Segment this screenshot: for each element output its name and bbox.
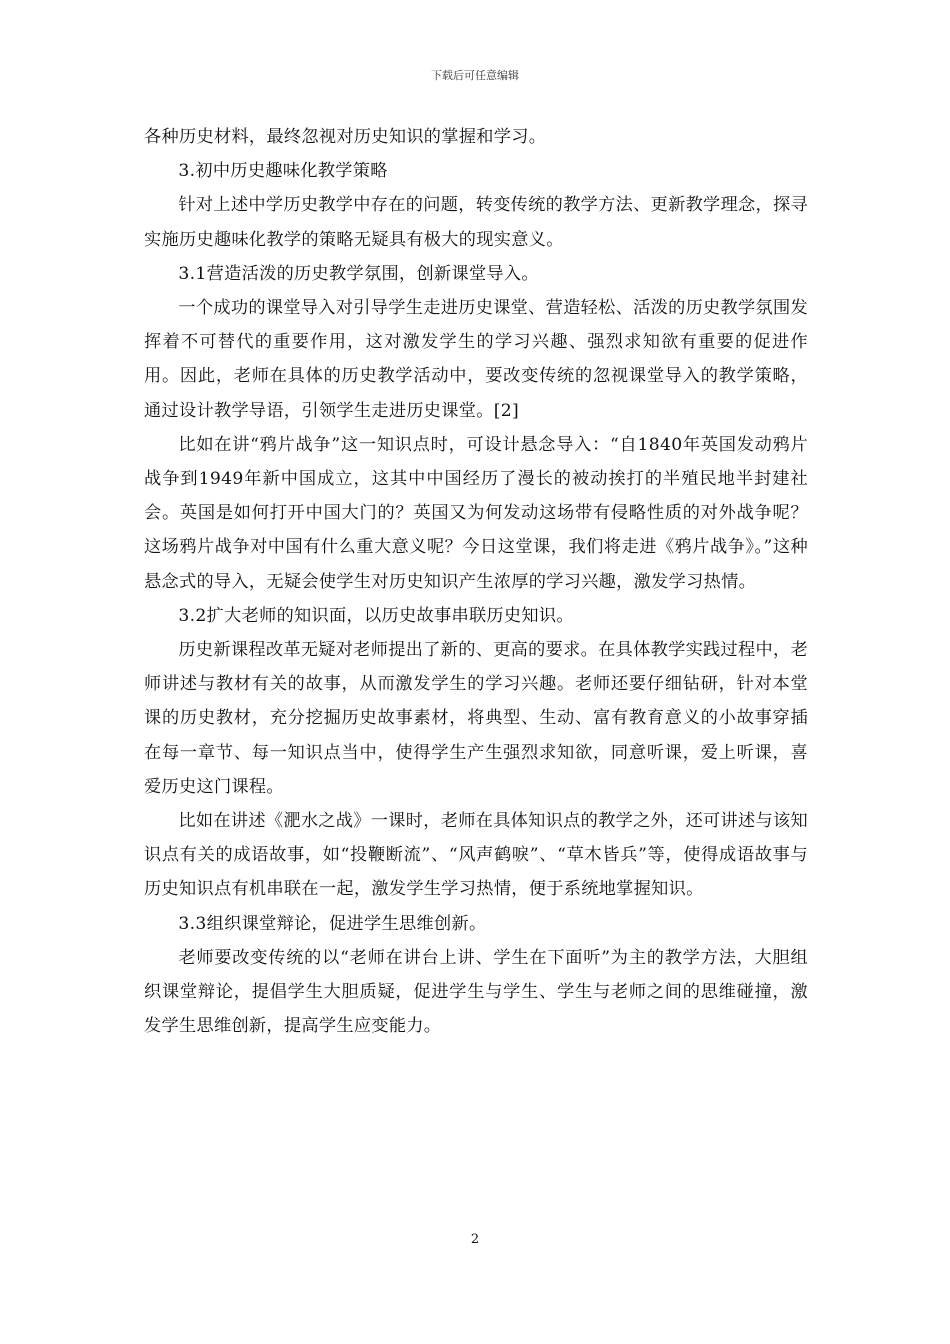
document-body [144,120,808,1043]
section-heading-3-2: 3.2扩大老师的知识面，以历史故事串联历史知识。 [178,605,574,626]
paragraph: 一个成功的课堂导入对引导学生走进历史课堂、营造轻松、活泼的历史教学氛围发挥着不可替代的重要作用，这对激发学生的学习兴趣、强烈求知欲有重要的促进作用。因此，老师在具体的历史教学活动中，要改变传统的忽视课堂导入的教学策略，通过设计教学导语，引领学生走进历史课堂。[2] [144,298,808,421]
page-number: 2 [470,1232,480,1247]
section-heading-3-1: 3.1营造活泼的历史教学氛围，创新课堂导入。 [178,263,539,284]
paragraph: 针对上述中学历史教学中存在的问题，转变传统的教学方法、更新教学理念，探寻实施历史趣味化教学的策略无疑具有极大的现实意义。 [144,195,808,250]
paragraph: 比如在讲“鸦片战争”这一知识点时，可设计悬念导入：“自1840年英国发动鸦片战争到1949年新中国成立，这其中中国经历了漫长的被动挨打的半殖民地半封建社会。英国是如何打开中国大门的？英国又为何发动这场带有侵略性质的对外战争呢？这场鸦片战争对中国有什么重大意义呢？今日这堂课，我们将走进《鸦片战争》。”这种悬念式的导入，无疑会使学生对历史知识产生浓厚的学习兴趣，激发学习热情。 [144,434,808,592]
page-header: 下载后可任意编辑 [431,69,519,82]
paragraph: 比如在讲述《淝水之战》一课时，老师在具体知识点的教学之外，还可讲述与该知识点有关的成语故事，如“投鞭断流”、“风声鹤唳”、“草木皆兵”等，使得成语故事与历史知识点有机串联在一起，激发学生学习热情，便于系统地掌握知识。 [144,811,808,900]
paragraph: 历史新课程改革无疑对老师提出了新的、更高的要求。在具体教学实践过程中，老师讲述与教材有关的故事，从而激发学生的学习兴趣。老师还要仔细钻研，针对本堂课的历史教材，充分挖掘历史故事素材，将典型、生动、富有教育意义的小故事穿插在每一章节、每一知识点当中，使得学生产生强烈求知欲，同意听课，爱上听课，喜爱历史这门课程。 [144,640,808,797]
section-heading-3-3: 3.3组织课堂辩论，促进学生思维创新。 [178,913,487,934]
section-heading-3: 3.初中历史趣味化教学策略 [178,161,388,182]
paragraph: 各种历史材料，最终忽视对历史知识的掌握和学习。 [144,127,547,147]
paragraph: 老师要改变传统的以“老师在讲台上讲、学生在下面听”为主的教学方法，大胆组织课堂辩论，提倡学生大胆质疑，促进学生与学生、学生与老师之间的思维碰撞，激发学生思维创新，提高学生应变能力。 [144,947,808,1037]
